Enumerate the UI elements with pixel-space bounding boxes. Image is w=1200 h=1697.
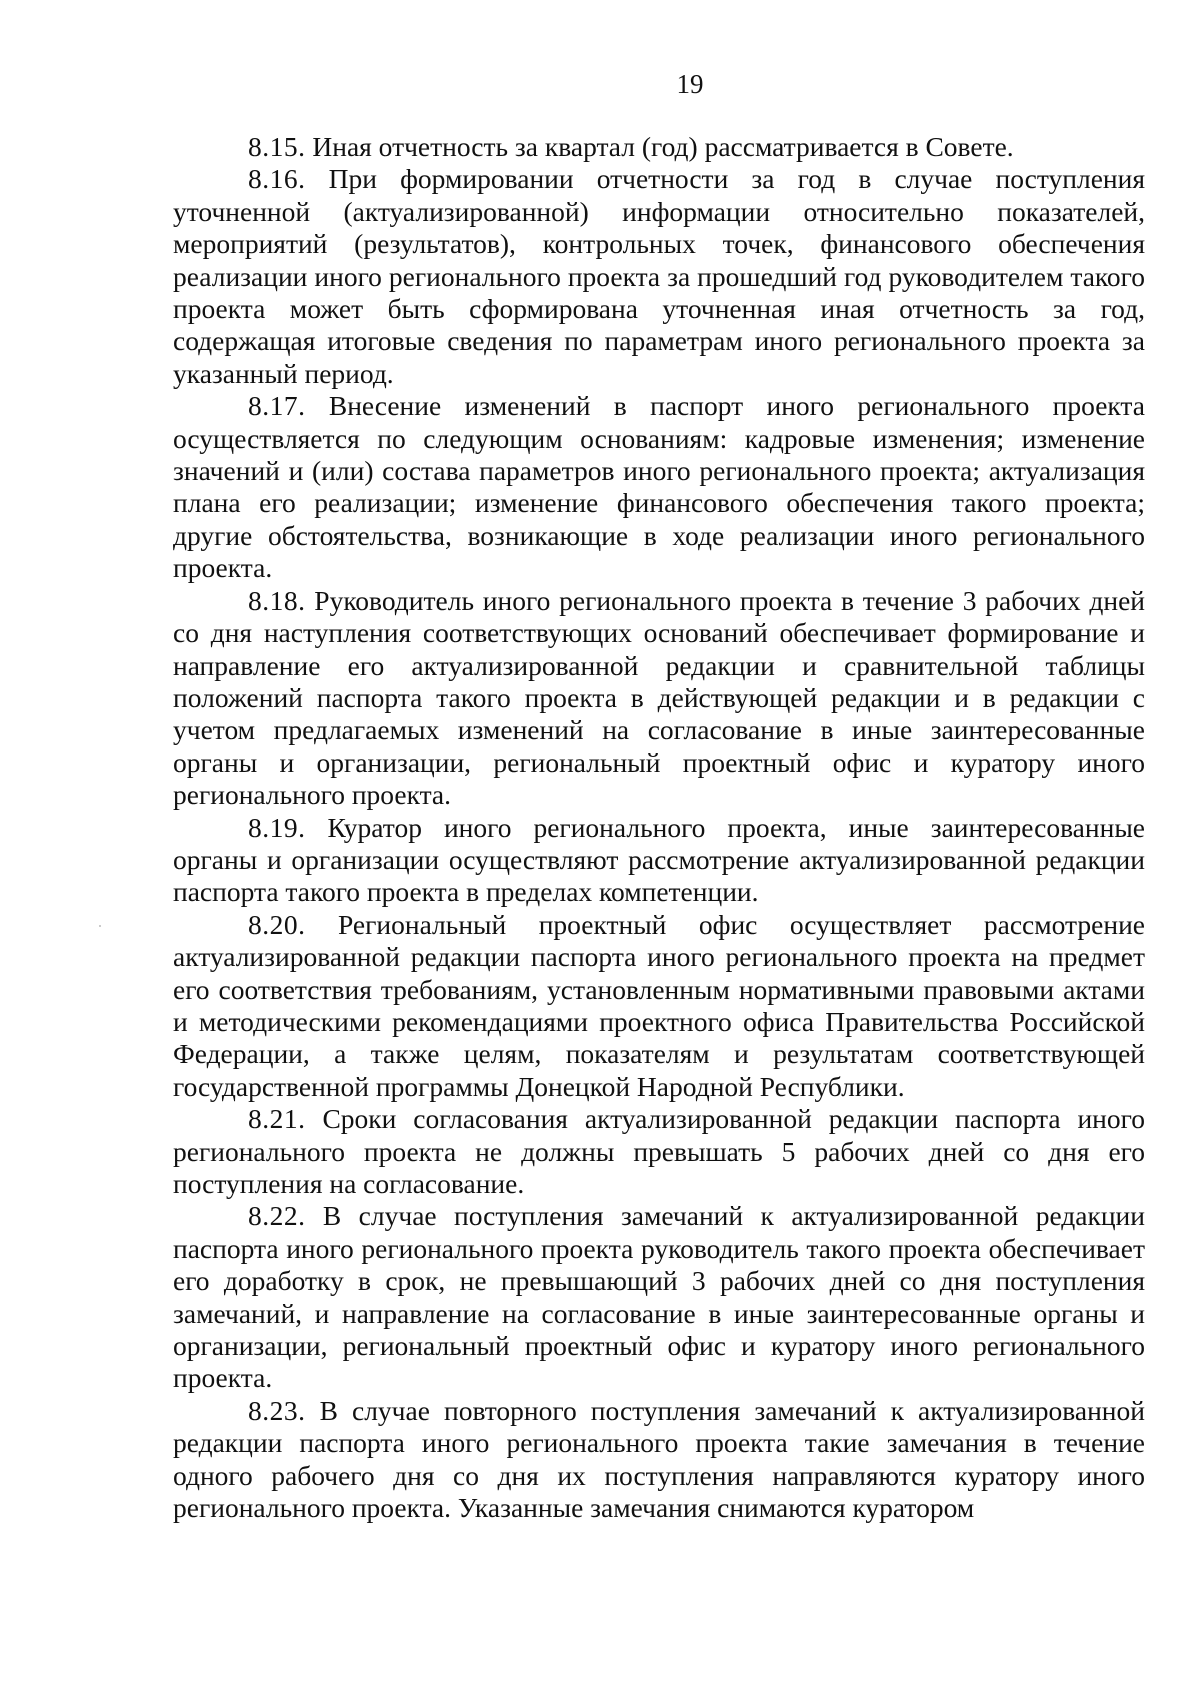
clause-text: В случае поступления замечаний к актуализированной редакции паспорта иного регионального проекта руководитель такого проекта обеспечивает его доработку в срок, не превышающий 3 рабочих дней со дня поступления замечаний, и направление на согласование в иные заинтересованные органы и организации, региональный проектный офис и куратору иного регионального проекта. [173, 1200, 1145, 1394]
clause-number: 8.20. [248, 908, 306, 940]
clause-number: 8.19. [248, 811, 306, 843]
clause-number: 8.15. [248, 131, 306, 162]
page-number: 19 [676, 69, 704, 99]
clause-number: 8.16. [248, 163, 306, 195]
paragraph-8-20 [173, 909, 1145, 1103]
clause-number: 8.22. [248, 1200, 306, 1232]
clause-number: 8.17. [248, 390, 306, 422]
clause-text: Сроки согласования актуализированной редакции паспорта иного регионального проекта не должны превышать 5 рабочих дней со дня его поступления на согласование. [173, 1103, 1145, 1199]
document-body [173, 131, 1145, 1524]
paragraph-8-18 [173, 585, 1145, 812]
clause-number: 8.21. [248, 1103, 306, 1135]
clause-number: 8.23. [248, 1394, 306, 1426]
clause-text: Региональный проектный офис осуществляет рассмотрение актуализированной редакции паспорта иного регионального проекта на предмет его соответствия требованиям, установленным нормативными правовыми актами и методическими рекомендациями проектного офиса Правительства Российской Федерации, а также целям, показателям и результатам соответствующей государственной программы Донецкой Народной Республики. [173, 908, 1146, 1102]
paragraph-8-17 [173, 390, 1145, 584]
scan-artifact-dot [99, 925, 101, 927]
paragraph-8-23 [173, 1395, 1145, 1525]
clause-text: Иная отчетность за квартал (год) рассматривается в Совете. [312, 131, 1014, 162]
paragraph-8-21 [173, 1103, 1145, 1200]
paragraph-8-15 [173, 131, 1145, 163]
paragraph-8-22 [173, 1200, 1145, 1394]
clause-text: Внесение изменений в паспорт иного регионального проекта осуществляется по следующим основаниям: кадровые изменения; изменение значений и (или) состава параметров иного регионального проекта; актуализация плана его реализации; изменение финансового обеспечения такого проекта; другие обстоятельства, возникающие в ходе реализации иного регионального проекта. [173, 390, 1145, 584]
clause-number: 8.18. [248, 584, 306, 616]
clause-text: Куратор иного регионального проекта, иные заинтересованные органы и организации осуществляют рассмотрение актуализированной редакции паспорта такого проекта в пределах компетенции. [173, 811, 1146, 908]
clause-text: Руководитель иного регионального проекта в течение 3 рабочих дней со дня наступления соответствующих оснований обеспечивает формирование и направление его актуализированной редакции и сравнительной таблицы положений паспорта такого проекта в действующей редакции и в редакции с учетом предлагаемых изменений на согласование в иные заинтересованные органы и организации, региональный проектный офис и куратору иного регионального проекта. [173, 584, 1146, 811]
paragraph-8-16 [173, 163, 1145, 390]
clause-text: В случае повторного поступления замечаний к актуализированной редакции паспорта иного регионального проекта такие замечания в течение одного рабочего дня со дня их поступления направляются куратору иного регионального проекта. Указанные замечания снимаются куратором [173, 1394, 1145, 1524]
paragraph-8-19 [173, 812, 1145, 909]
clause-text: При формировании отчетности за год в случае поступления уточненной (актуализированной) информации относительно показателей, мероприятий (результатов), контрольных точек, финансового обеспечения реализации иного регионального проекта за прошедший год руководителем такого проекта может быть сформирована уточненная иная отчетность за год, содержащая итоговые сведения по параметрам иного регионального проекта за указанный период. [173, 163, 1145, 389]
